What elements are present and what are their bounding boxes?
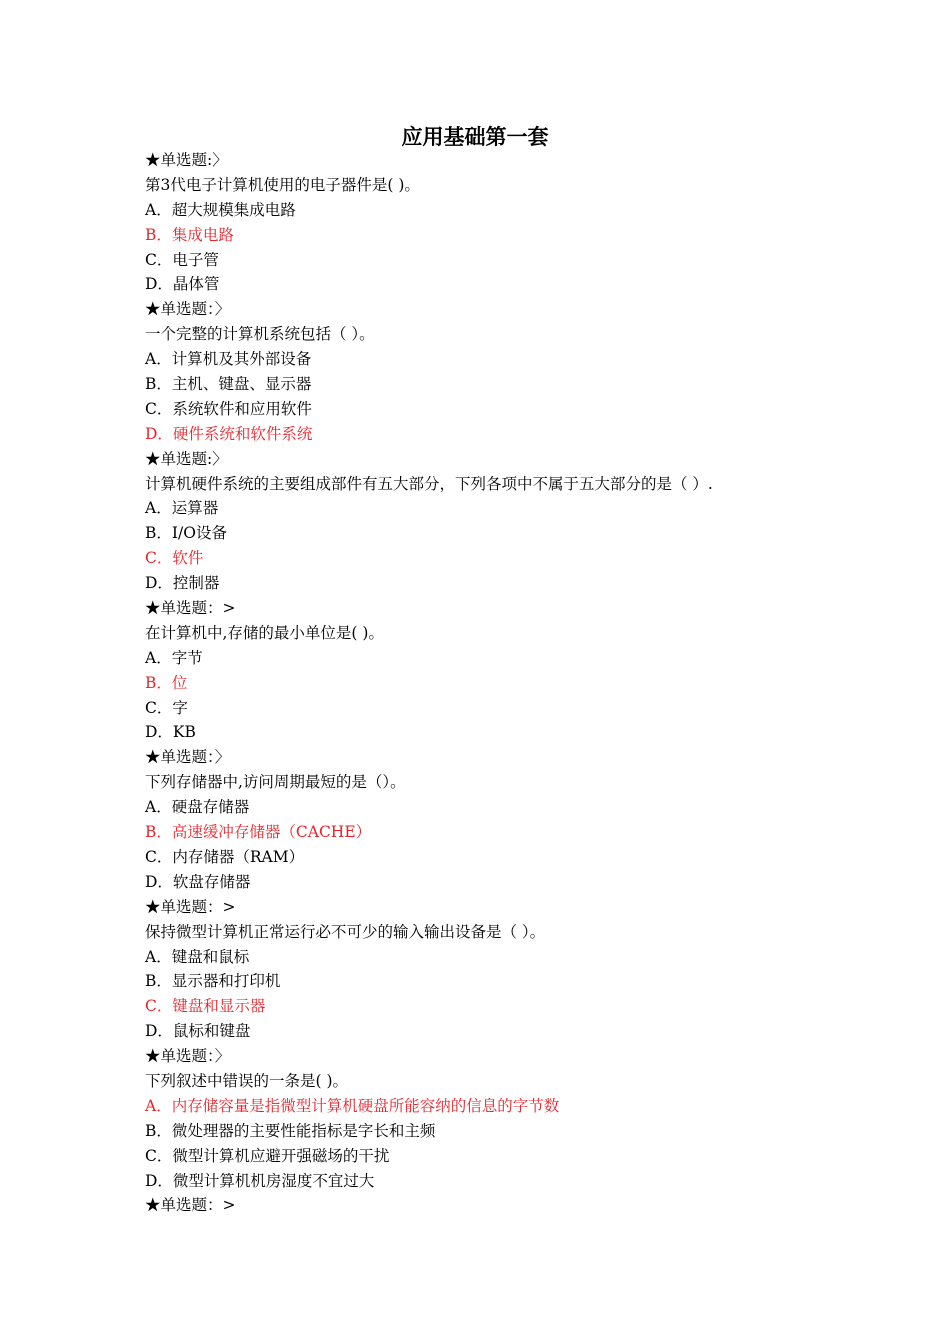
question-block xyxy=(145,148,845,297)
answer-option: A．字节 xyxy=(145,648,203,667)
answer-option-correct: B．位 xyxy=(145,673,188,692)
question-block xyxy=(145,596,845,745)
question-stem: 第3代电子计算机使用的电子器件是( )。 xyxy=(145,175,420,194)
answer-option-correct: C．键盘和显示器 xyxy=(145,997,266,1016)
question-stem: 下列叙述中错误的一条是( )。 xyxy=(145,1071,349,1090)
question-stem: 保持微型计算机正常运行必不可少的输入输出设备是（ ）。 xyxy=(145,922,546,941)
answer-option: B．I/O设备 xyxy=(145,524,227,543)
question-type-label: ★单选题：> xyxy=(145,599,236,618)
answer-option-correct: D．硬件系统和软件系统 xyxy=(145,424,313,443)
answer-option: A．键盘和鼠标 xyxy=(145,947,250,966)
question-block xyxy=(145,895,845,1044)
question-type-label: ★单选题:〉 xyxy=(145,151,228,169)
answer-option: D．鼠标和键盘 xyxy=(145,1022,251,1041)
question-stem: 在计算机中,存储的最小单位是( )。 xyxy=(145,623,384,642)
document-title: 应用基础第一套 xyxy=(401,124,549,149)
answer-option: C．内存储器（RAM） xyxy=(145,847,305,866)
question-type-label: ★单选题：〉 xyxy=(145,748,231,767)
answer-option: D．控制器 xyxy=(145,574,220,593)
answer-option: B．微处理器的主要性能指标是字长和主频 xyxy=(145,1121,436,1140)
question-type-label: ★单选题：〉 xyxy=(145,1047,231,1066)
question-type-label: ★单选题：〉 xyxy=(145,300,231,319)
answer-option-correct: A．内存储容量是指微型计算机硬盘所能容纳的信息的字节数 xyxy=(145,1096,560,1115)
answer-option-correct: B．集成电路 xyxy=(145,225,234,244)
question-type-label: ★单选题:〉 xyxy=(145,449,228,468)
answer-option: C．系统软件和应用软件 xyxy=(145,399,312,418)
question-list xyxy=(145,148,845,1218)
question-stem: 一个完整的计算机系统包括（ ）。 xyxy=(145,325,375,344)
question-stem: 计算机硬件系统的主要组成部件有五大部分，下列各项中不属于五大部分的是（ ）. xyxy=(145,474,713,493)
answer-option: D．KB xyxy=(145,723,196,742)
answer-option-correct: C．软件 xyxy=(145,549,204,568)
question-block xyxy=(145,1044,845,1193)
answer-option: C．微型计算机应避开强磁场的干扰 xyxy=(145,1146,390,1165)
answer-option: D．软盘存储器 xyxy=(145,872,251,891)
answer-option: A．超大规模集成电路 xyxy=(145,200,296,219)
answer-option: D．微型计算机机房湿度不宜过大 xyxy=(145,1171,375,1190)
question-block xyxy=(145,745,845,894)
answer-option: A．硬盘存储器 xyxy=(145,798,250,817)
question-type-label: ★单选题：> xyxy=(145,897,236,916)
answer-option-correct: B．高速缓冲存储器（CACHE） xyxy=(145,823,372,842)
answer-option: C．电子管 xyxy=(145,250,219,269)
question-block xyxy=(145,297,845,446)
answer-option: B．主机、键盘、显示器 xyxy=(145,375,312,394)
answer-option: B．显示器和打印机 xyxy=(145,972,281,991)
answer-option: A．运算器 xyxy=(145,499,219,518)
answer-option: D．晶体管 xyxy=(145,275,220,294)
question-block xyxy=(145,447,845,596)
question-type-label: ★单选题：> xyxy=(145,1196,236,1215)
answer-option: C．字 xyxy=(145,698,188,717)
question-stem: 下列存储器中,访问周期最短的是（）。 xyxy=(145,773,406,792)
answer-option: A．计算机及其外部设备 xyxy=(145,350,312,369)
